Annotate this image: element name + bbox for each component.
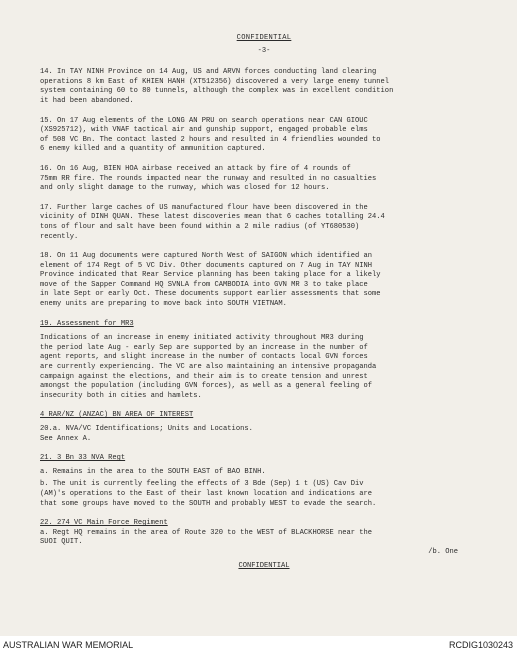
text-line: 6 enemy killed and a quantity of ammunition captured. — [40, 145, 266, 154]
text-line: 16. On 16 Aug, BIEN HOA airbase received an attack by fire of 4 rounds of — [40, 164, 351, 173]
text-line: enemy units are preparing to move back into SOUTH VIETNAM. — [40, 300, 287, 309]
document-body — [40, 34, 488, 571]
text-line: 18. On 11 Aug documents were captured North West of SAIGON which identified an — [40, 252, 373, 261]
classification-footer: CONFIDENTIAL — [238, 561, 290, 570]
paragraph-15 — [40, 117, 488, 155]
archive-caption-bar — [0, 636, 517, 654]
text-line: Indications of an increase in enemy initiated activity throughout MR3 during — [40, 334, 364, 343]
text-line: system containing 60 to 80 tunnels, although the complex was in excellent condition — [40, 87, 394, 96]
paragraph-17 — [40, 204, 488, 242]
text-line: move of the Sapper Command HQ SVNLA from CAMBODIA into GVN MR 3 to take place — [40, 280, 368, 289]
paragraph-22 — [40, 519, 488, 557]
page-number: -3- — [257, 46, 271, 55]
section-assessment — [40, 320, 488, 402]
text-line: insecurity both in cities and hamlets. — [40, 391, 202, 400]
text-line: recently. — [40, 232, 79, 241]
text-line: (XS925712), with VNAF tactical air and gunship support, engaged probable elms — [40, 126, 368, 135]
text-line: a. Regt HQ remains in the area of Route 320 to the WEST of BLACKHORSE near the — [40, 528, 373, 537]
archive-source: AUSTRALIAN WAR MEMORIAL — [3, 640, 134, 650]
text-line: 15. On 17 Aug elements of the LONG AN PRU on search operations near CAN GIOUC — [40, 116, 368, 125]
text-line: SUOI QUIT. — [40, 538, 83, 547]
section-heading: 21. 3 Bn 33 NVA Regt — [40, 454, 126, 463]
text-line: amongst the population (including GVN forces), as well as a general feeling of — [40, 382, 373, 391]
text-line: a. Remains in the area to the SOUTH EAST of BAO BINH. — [40, 467, 266, 476]
text-line: and only slight damage to the runway, which was closed for 12 hours. — [40, 184, 330, 193]
text-line: that some groups have moved to the SOUTH and probably WEST to evade the search. — [40, 499, 377, 508]
text-line: vicinity of DINH QUAN. These latest discoveries mean that 6 caches totalling 24.4 — [40, 213, 385, 222]
text-line: tons of flour and salt have been found within a 2 mile radius (of YT680530) — [40, 222, 360, 231]
text-line: of 508 VC Bn. The contact lasted 2 hours and resulted in 4 friendlies wounded to — [40, 135, 381, 144]
text-line: it had been abandoned. — [40, 96, 134, 105]
text-line: in late Sept or early Oct. These documents support earlier assessments that some — [40, 290, 381, 299]
paragraph-16 — [40, 165, 488, 194]
text-line: operations 8 km East of KHIEN HANH (XT512356) discovered a very large enemy tunnel — [40, 77, 390, 86]
text-line: the period late Aug - early Sep are supported by an increase in the number of — [40, 343, 368, 352]
paragraph-18 — [40, 252, 488, 310]
text-line: 20.a. NVA/VC Identifications; Units and Locations. — [40, 425, 253, 433]
text-line: See Annex A. — [40, 434, 92, 443]
text-line: element of 174 Regt of 5 VC Div. Other documents captured on 7 Aug in TAY NINH — [40, 261, 373, 270]
continuation-marker: /b. One — [428, 547, 458, 556]
text-line: 75mm RR fire. The rounds impacted near the runway and resulted in no casualties — [40, 174, 377, 183]
classification-header: CONFIDENTIAL — [236, 34, 292, 42]
text-line: agent reports, and slight increase in the number of contacts local GVN forces — [40, 353, 368, 362]
text-line: 17. Further large caches of US manufactured flour have been discovered in the — [40, 203, 368, 212]
paragraph-21 — [40, 454, 488, 509]
paragraph-14 — [40, 68, 488, 106]
section-heading: 22. 274 VC Main Force Regiment — [40, 519, 168, 528]
text-line: are currently experiencing. The VC are also maintaining an intensive propaganda — [40, 363, 377, 372]
section-heading: 4 RAR/NZ (ANZAC) BN AREA OF INTEREST — [40, 411, 194, 420]
text-line: Province indicated that Rear Service planning has been taking place for a likely — [40, 271, 381, 280]
record-id: RCDIG1030243 — [448, 640, 513, 650]
section-heading: 19. Assessment for MR3 — [40, 319, 134, 328]
section-area-of-interest — [40, 411, 488, 444]
text-line: (AM)'s operations to the East of their last known location and indications are — [40, 489, 373, 498]
text-line: b. The unit is currently feeling the effects of 3 Bde (Sep) 1 t (US) Cav Div — [40, 480, 364, 489]
text-line: campaign against the elections, and their aim is to create tension and unrest — [40, 372, 368, 381]
text-line: 14. In TAY NINH Province on 14 Aug, US and ARVN forces conducting land clearing — [40, 68, 377, 77]
